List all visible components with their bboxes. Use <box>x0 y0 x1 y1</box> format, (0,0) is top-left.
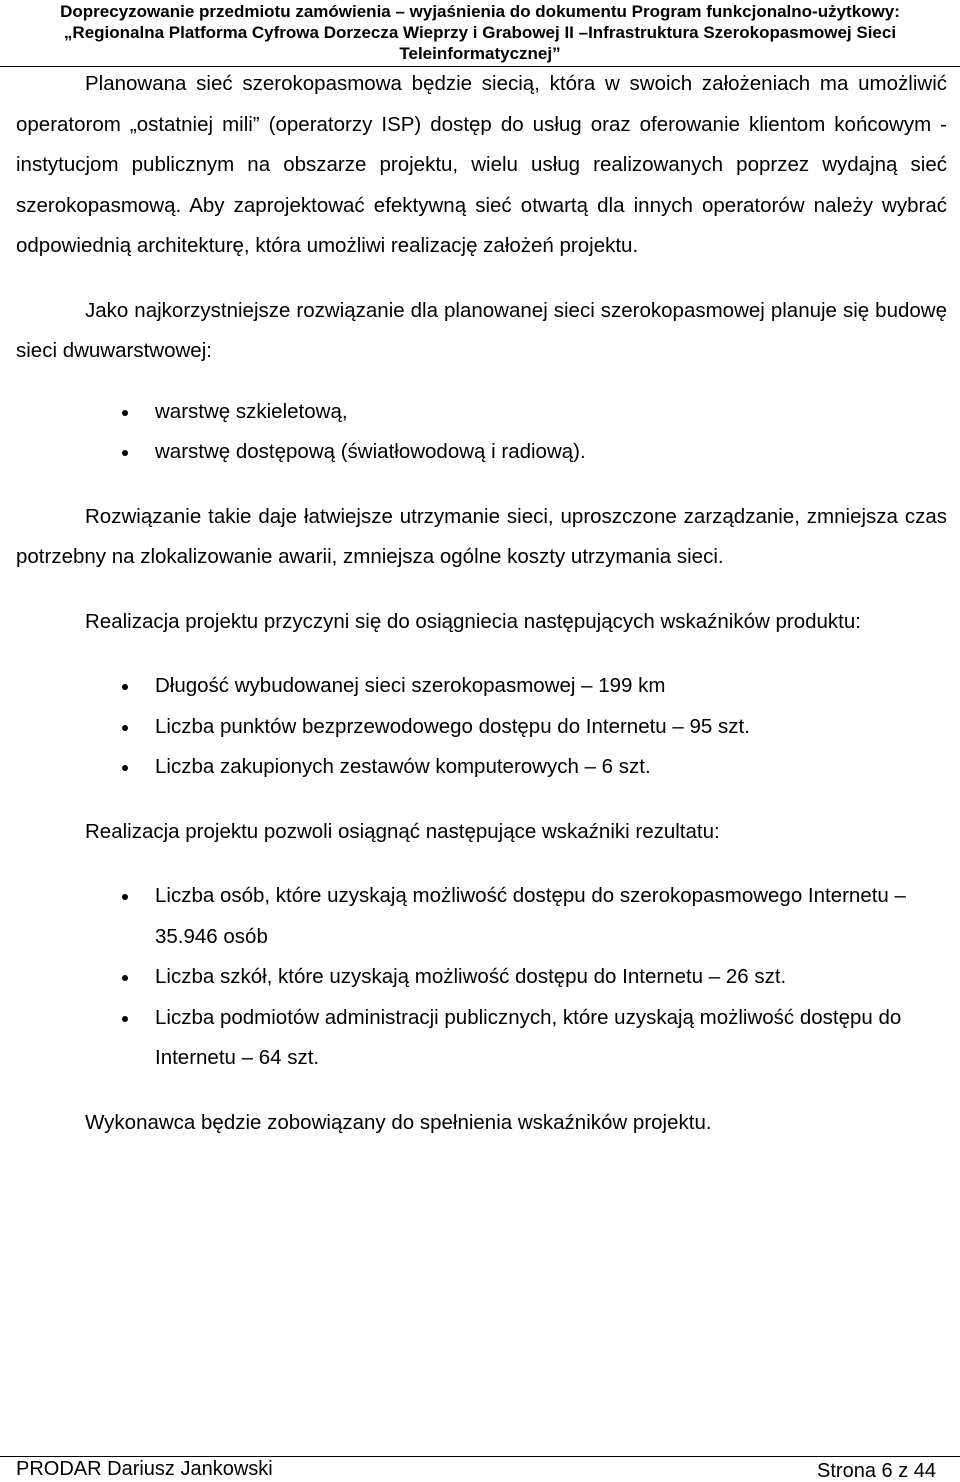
list-item: Długość wybudowanej sieci szerokopasmowej – 199 km <box>155 666 947 707</box>
paragraph-architecture: Jako najkorzystniejsze rozwiązanie dla planowanej sieci szerokopasmowej planuje się budowę sieci dwuwarstwowej: <box>16 298 947 362</box>
spacer <box>16 473 947 497</box>
list-item: warstwę dostępową (światłowodową i radiową). <box>155 432 947 473</box>
footer-divider <box>0 1456 960 1457</box>
list-item: Liczba zakupionych zestawów komputerowych – 6 szt. <box>155 747 947 788</box>
header-line-2: „Regionalna Platforma Cyfrowa Dorzecza Wieprzy i Grabowej II –Infrastruktura Szerokopasmowej Sieci <box>63 23 897 42</box>
list-item: Liczba podmiotów administracji publicznych, które uzyskają możliwość dostępu do Internetu – 64 szt. <box>155 998 947 1079</box>
spacer <box>16 642 947 666</box>
header-line-3: Teleinformatycznej” <box>399 44 561 63</box>
list-item: Liczba osób, które uzyskają możliwość dostępu do szerokopasmowego Internetu – 35.946 osób <box>155 876 947 957</box>
spacer <box>16 788 947 812</box>
header-line-1: Doprecyzowanie przedmiotu zamówienia – wyjaśnienia do dokumentu Program funkcjonalno-użytkowy: <box>60 2 900 21</box>
paragraph-result-indicators-intro: Realizacja projektu pozwoli osiągnąć następujące wskaźniki rezultatu: <box>85 819 720 843</box>
paragraph-network-description: Planowana sieć szerokopasmowa będzie siecią, która w swoich założeniach ma umożliwić operatorom „ostatniej mili” (operatorzy ISP) dostęp do usług oraz oferowanie klientom końcowym - instytucjom publicznym na obszarze projektu, wielu usług realizowanych poprzez wydajną sieć szerokopasmową. Aby zaprojektować efektywną sieć otwartą dla innych operatorów należy wybrać odpowiednią architekturę, która umożliwi realizację założeń projektu. <box>16 72 947 257</box>
spacer <box>16 578 947 602</box>
spacer <box>16 1079 947 1103</box>
spacer <box>16 267 947 291</box>
product-indicators-list <box>16 666 947 788</box>
document-body <box>16 64 947 1143</box>
document-header <box>0 0 960 64</box>
paragraph-product-indicators-intro: Realizacja projektu przyczyni się do osiągniecia następujących wskaźników produktu: <box>85 609 861 633</box>
list-item: Liczba punktów bezprzewodowego dostępu do Internetu – 95 szt. <box>155 707 947 748</box>
layers-list <box>16 392 947 473</box>
list-item: warstwę szkieletową, <box>155 392 947 433</box>
paragraph-contractor-obligation: Wykonawca będzie zobowiązany do spełnienia wskaźników projektu. <box>85 1110 712 1134</box>
list-item: Liczba szkół, które uzyskają możliwość dostępu do Internetu – 26 szt. <box>155 957 947 998</box>
spacer <box>16 852 947 876</box>
result-indicators-list <box>16 876 947 1079</box>
spacer <box>16 372 947 392</box>
footer-page-number: Strona 6 z 44 <box>817 1460 936 1482</box>
footer-company: PRODAR Dariusz Jankowski <box>16 1458 273 1480</box>
paragraph-benefits: Rozwiązanie takie daje łatwiejsze utrzymanie sieci, uproszczone zarządzanie, zmniejsza czas potrzebny na zlokalizowanie awarii, zmniejsza ogólne koszty utrzymania sieci. <box>16 504 947 568</box>
